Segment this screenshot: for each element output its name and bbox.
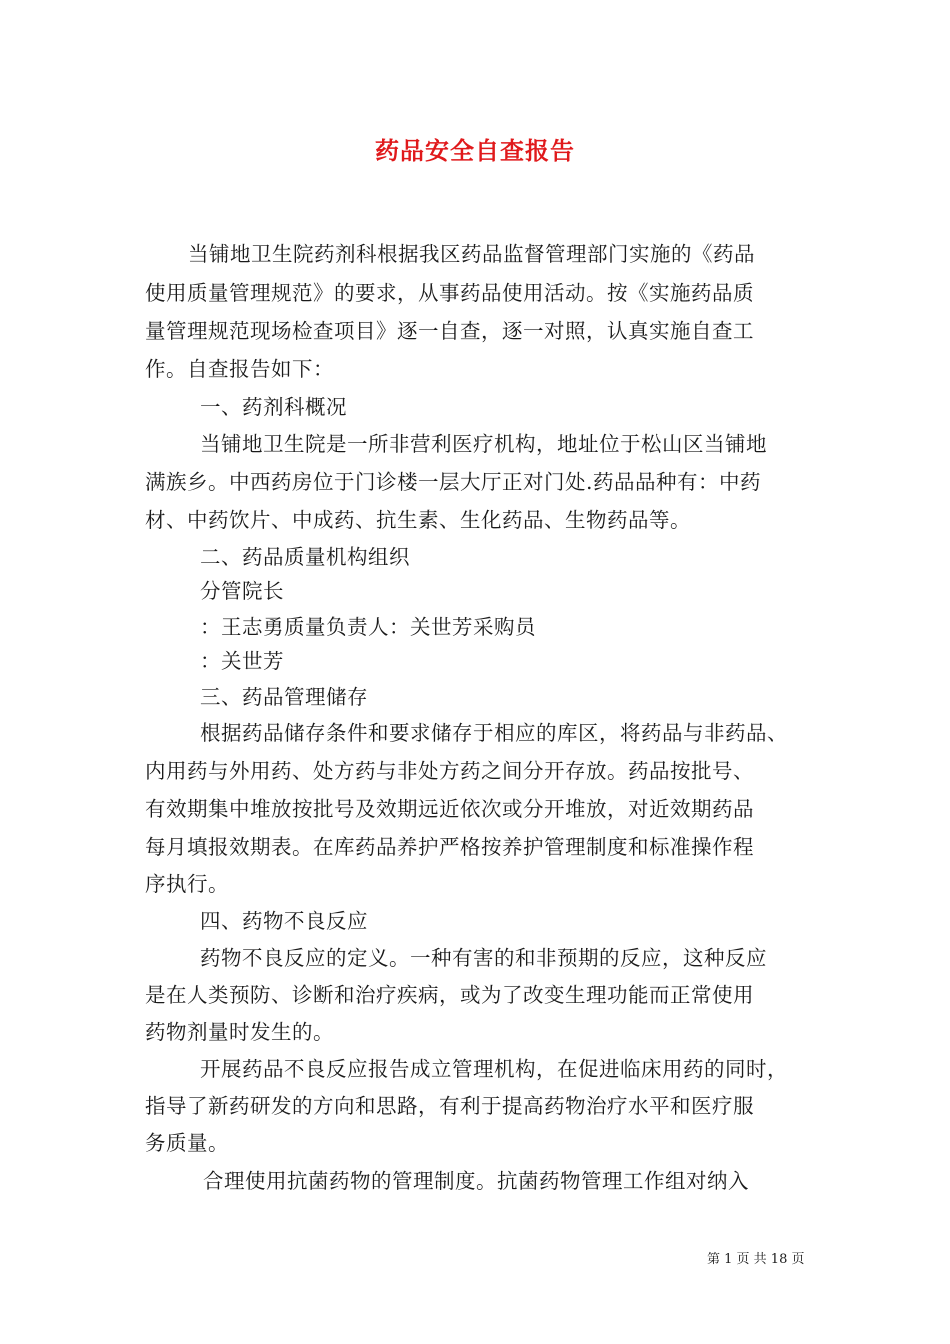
paragraph-line: 满族乡。中西药房位于门诊楼一层大厅正对门处.药品品种有：中药 [145, 470, 762, 494]
paragraph-line: 指导了新药研发的方向和思路，有利于提高药物治疗水平和医疗服 [145, 1094, 754, 1118]
paragraph-line: 每月填报效期表。在库药品养护严格按养护管理制度和标准操作程 [145, 835, 754, 859]
document-title: 药品安全自查报告 [375, 136, 575, 165]
paragraph-line: 序执行。 [145, 872, 229, 896]
paragraph-line: 材、中药饮片、中成药、抗生素、生化药品、生物药品等。 [145, 508, 691, 532]
paragraph-line: 有效期集中堆放按批号及效期远近依次或分开堆放，对近效期药品 [145, 797, 754, 821]
paragraph-line: 是在人类预防、诊断和治疗疾病，或为了改变生理功能而正常使用 [145, 983, 754, 1007]
paragraph-line: 使用质量管理规范》的要求，从事药品使用活动。按《实施药品质 [145, 281, 754, 305]
paragraph-line: ：关世芳 [200, 649, 284, 673]
paragraph-line: 开展药品不良反应报告成立管理机构，在促进临床用药的同时， [200, 1057, 788, 1081]
page-number: 第 1 页 共 18 页 [707, 1252, 805, 1267]
paragraph-line: 量管理规范现场检查项目》逐一自查，逐一对照，认真实施自查工 [145, 319, 754, 343]
section-heading: 四、药物不良反应 [200, 909, 368, 933]
paragraph-line: 作。自查报告如下： [145, 357, 334, 381]
paragraph-line: 务质量。 [145, 1131, 229, 1155]
paragraph-line: 当铺地卫生院是一所非营利医疗机构，地址位于松山区当铺地 [200, 432, 767, 456]
section-heading: 三、药品管理储存 [200, 685, 368, 709]
section-heading: 二、药品质量机构组织 [200, 545, 410, 569]
paragraph-line: 分管院长 [200, 579, 284, 603]
paragraph-line: 内用药与外用药、处方药与非处方药之间分开存放。药品按批号、 [145, 759, 754, 783]
section-heading: 一、药剂科概况 [200, 395, 347, 419]
paragraph-line: ：王志勇质量负责人：关世芳采购员 [200, 615, 536, 639]
paragraph-line: 合理使用抗菌药物的管理制度。抗菌药物管理工作组对纳入 [203, 1169, 749, 1193]
paragraph-line: 药物不良反应的定义。一种有害的和非预期的反应，这种反应 [200, 946, 767, 970]
paragraph-line: 根据药品储存条件和要求储存于相应的库区，将药品与非药品、 [200, 721, 788, 745]
paragraph-line: 药物剂量时发生的。 [145, 1020, 334, 1044]
paragraph-line: 当铺地卫生院药剂科根据我区药品监督管理部门实施的《药品 [188, 242, 755, 266]
